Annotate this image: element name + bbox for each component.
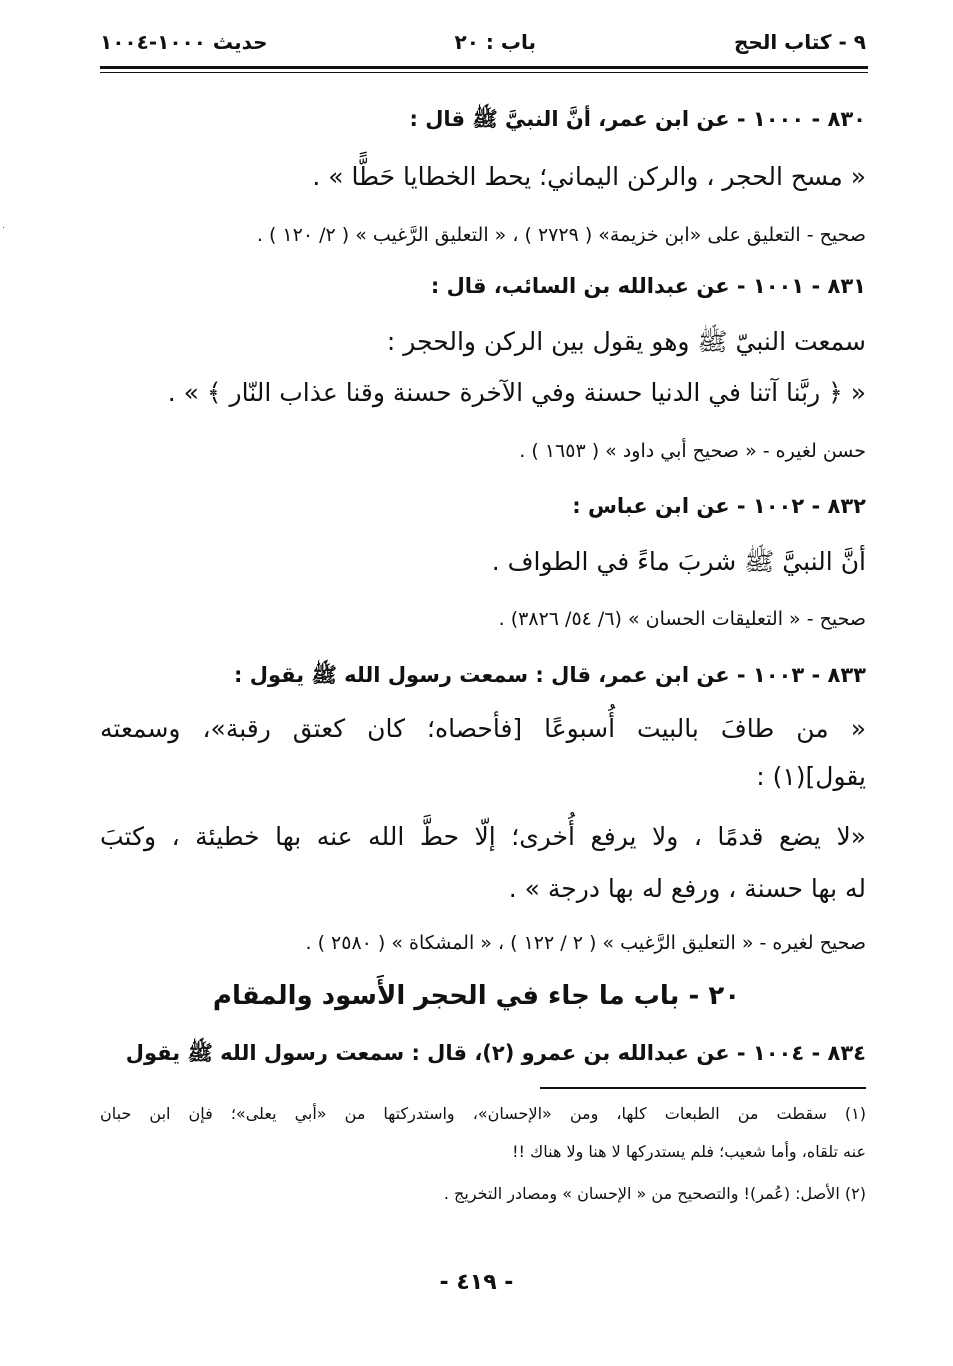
chapter-title: ٢٠ - باب ما جاء في الحجر الأَسود والمقام (212, 981, 741, 1011)
hadith-833-grade: صحيح لغيره - « التعليق الرَّغيب » ( ٢ / ١٢٢ ) ، « المشكاة » ( ٢٥٨٠ ) . (305, 932, 866, 954)
hadith-831-text: « ﴿ ربَّنا آتنا في الدنيا حسنة وفي الآخرة حسنة وقنا عذاب النّار ﴾ » . (167, 378, 866, 407)
hadith-832-grade: صحيح - « التعليقات الحسان » (٦/ ٥٤/ ٣٨٢٦) . (498, 608, 866, 630)
footnote-separator (540, 1087, 866, 1089)
running-header (100, 26, 866, 62)
header-hadith-range: حديث ١٠٠٠-١٠٠٤ (100, 30, 268, 54)
hadith-833-text-line1: « من طافَ بالبيت أُسبوعًا [فأحصاه؛ كان كعتق رقبة»، وسمعته (100, 714, 866, 743)
hadith-832-heading: ٨٣٢ - ١٠٠٢ - عن ابن عباس : (572, 494, 866, 518)
header-chapter: باب : ٢٠ (454, 30, 536, 54)
hadith-833-text-line3: «لا يضع قدمًا ، ولا يرفع أُخرى؛ إلّا حطَّ الله عنه بها خطيئة ، وكتبَ (100, 822, 866, 851)
hadith-831-intro: سمعت النبيّ ﷺ وهو يقول بين الركن والحجر : (386, 327, 866, 356)
hadith-831-grade: حسن لغيره - « صحيح أبي داود » ( ١٦٥٣ ) . (519, 440, 866, 462)
hadith-834-heading: ٨٣٤ - ١٠٠٤ - عن عبدالله بن عمرو (٢)، قال : سمعت رسول الله ﷺ يقول (125, 1041, 866, 1065)
footnote-2: (٢) الأصل: (عُمر)! والتصحيح من « الإحسان » ومصادر التخريج . (443, 1184, 866, 1203)
footnote-1-line2: عنه تلقاه، وأما شعيب؛ فلم يستدركها لا هنا ولا هناك !! (512, 1142, 866, 1161)
hadith-832-text: أنَّ النبيَّ ﷺ شربَ ماءً في الطواف . (491, 547, 866, 576)
hadith-830-grade: صحيح - التعليق على «ابن خزيمة» ( ٢٧٢٩ ) ، « التعليق الرَّغيب » ( ٢/ ١٢٠ ) . (256, 224, 866, 246)
hadith-833-text-line2: يقول](١) : (756, 762, 866, 791)
hadith-830-text: « مسح الحجر ، والركن اليماني؛ يحط الخطايا حَطًّا » . (312, 162, 866, 191)
hadith-833-heading: ٨٣٣ - ١٠٠٣ - عن ابن عمر، قال : سمعت رسول الله ﷺ يقول : (234, 663, 866, 687)
header-rule-thin (100, 72, 868, 73)
header-rule-thick (100, 66, 868, 69)
page-number: - ٤١٩ - (439, 1270, 514, 1295)
hadith-831-heading: ٨٣١ - ١٠٠١ - عن عبدالله بن السائب، قال : (430, 274, 866, 298)
hadith-833-text-line4: له بها حسنة ، ورفع له بها درجة » . (508, 874, 866, 903)
hadith-830-heading: ٨٣٠ - ١٠٠٠ - عن ابن عمر، أنَّ النبيَّ ﷺ قال : (409, 107, 866, 131)
header-book-title: ٩ - كتاب الحج (733, 30, 866, 54)
margin-mark: . (2, 220, 6, 231)
footnote-1-line1: (١) سقطت من الطبعات كلها، ومن «الإحسان»، واستدركتها من «أبي يعلى»؛ فإن ابن حبان (100, 1104, 866, 1123)
